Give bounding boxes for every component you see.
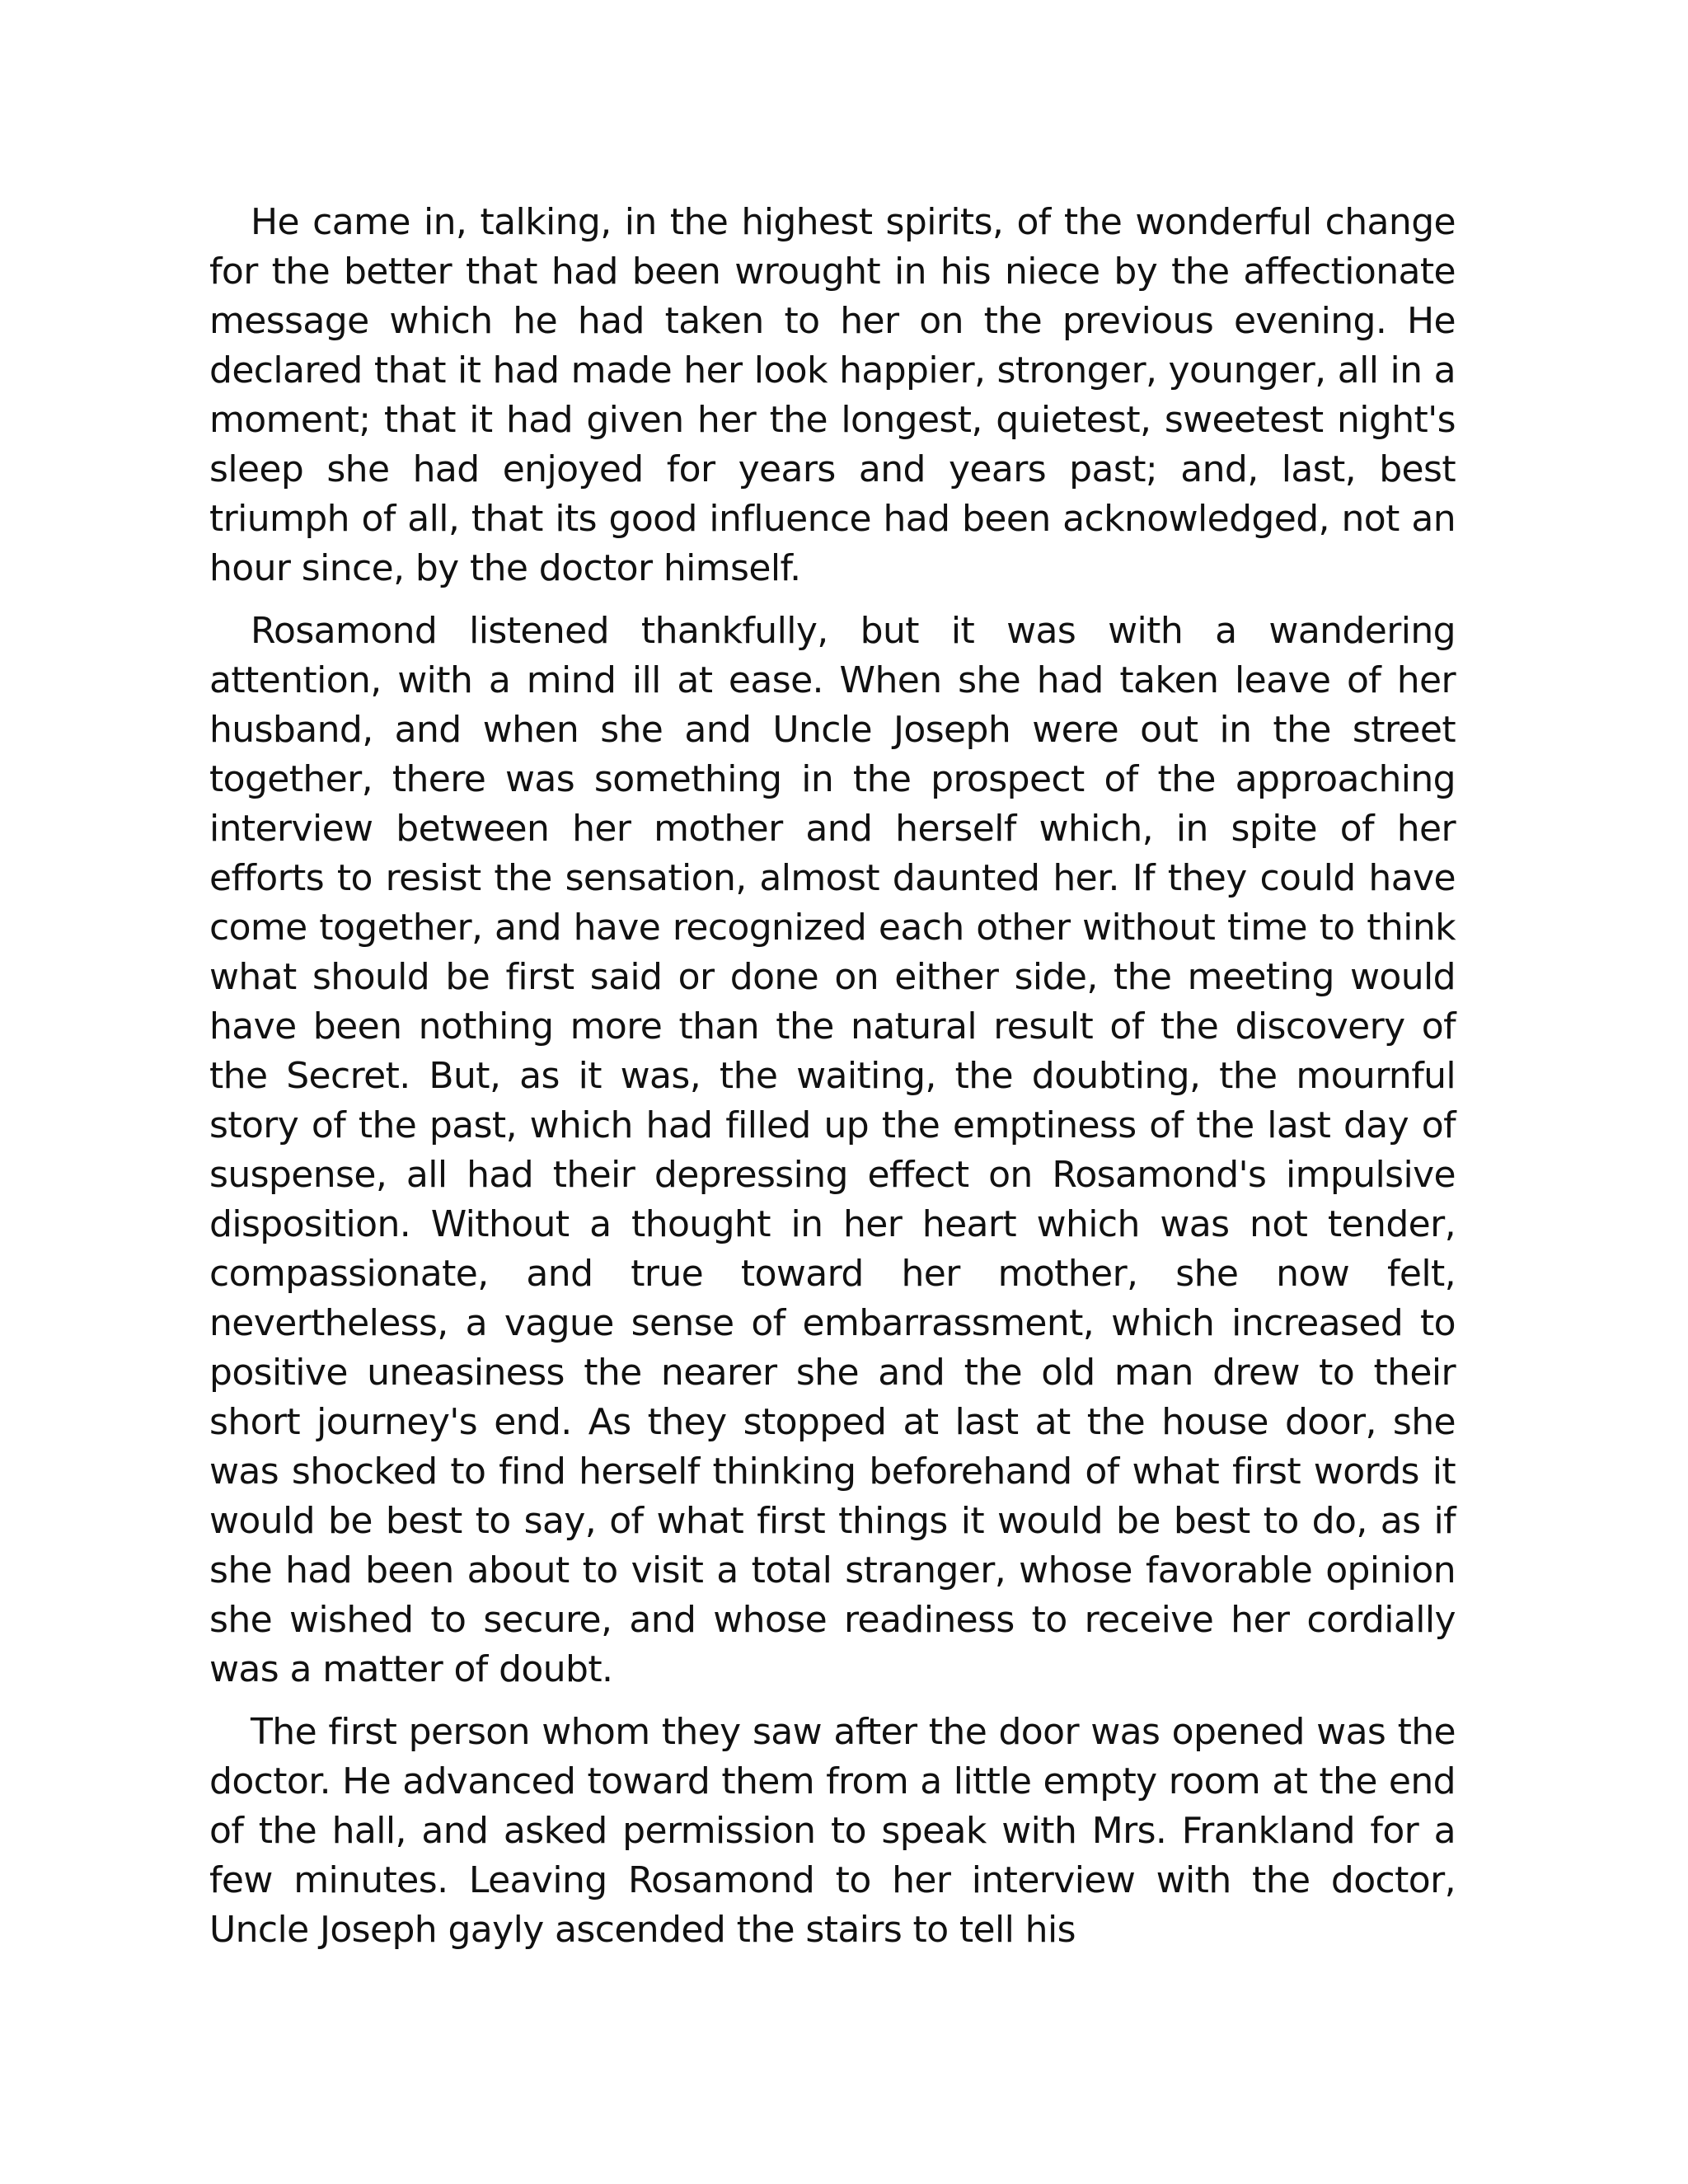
paragraph-1: He came in, talking, in the highest spirits, of the wonderful change for the better that had been wrought in his niece by the affectionate message which he had taken to her on the previous evening. He declared that it had made her look happier, stronger, younger, all in a moment; that it had given her the longest, quietest, sweetest night's sleep she had enjoyed for years and years past; and, last, best triumph of all, that its good influence had been acknowledged, not an hour since, by the doctor himself.	[209, 201, 1456, 589]
paragraph-2: Rosamond listened thankfully, but it was with a wandering attention, with a mind ill at ease. When she had taken leave of her husband, and when she and Uncle Joseph were out in the street together, there was something in the prospect of the approaching interview between her mother and herself which, in spite of her efforts to resist the sensation, almost daunted her. If they could have come together, and have recognized each other without time to think what should be first said or done on either side, the meeting would have been nothing more than the natural result of the discovery of the Secret. But, as it was, the waiting, the doubting, the mournful story of the past, which had filled up the emptiness of the last day of suspense, all had their depressing effect on Rosamond's impulsive disposition. Without a thought in her heart which was not tender, compassionate, and true toward her mother, she now felt, nevertheless, a vague sense of embarrassment, which increased to positive uneasiness the nearer she and the old man drew to their short journey's end. As they stopped at last at the house door, she was shocked to find herself thinking beforehand of what first words it would be best to say, of what first things it would be best to do, as if she had been about to visit a total stranger, whose favorable opinion she wished to secure, and whose readiness to receive her cordially was a matter of doubt.	[209, 610, 1456, 1690]
paragraph-3: The first person whom they saw after the door was opened was the doctor. He advanced toward them from a little empty room at the end of the hall, and asked permission to speak with Mrs. Frankland for a few minutes. Leaving Rosamond to her interview with the doctor, Uncle Joseph gayly ascended the stairs to tell his	[209, 1711, 1456, 1951]
body-text	[209, 198, 1456, 1968]
